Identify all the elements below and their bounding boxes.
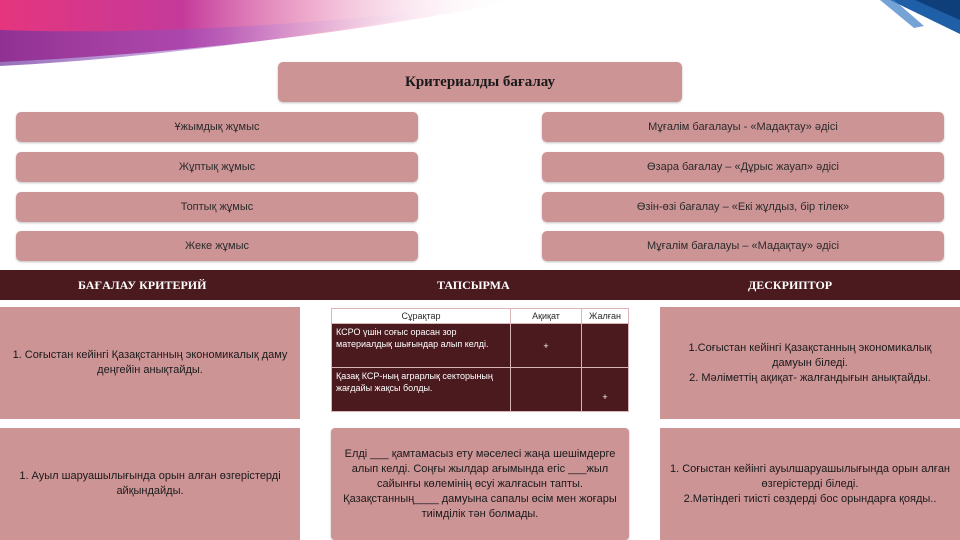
- table-header-true: Ақиқат: [511, 309, 582, 324]
- descriptor-2-line1: 1. Соғыстан кейінгі ауылшаруашылығында орын алған өзгерістерді біледі.: [670, 462, 951, 490]
- criterion-2: [0, 428, 300, 540]
- descriptor-2-line2: 2.Мәтіндегі тиісті сөздерді бос орындарға қояды..: [683, 492, 937, 505]
- right-item-self-assessment: Өзін-өзі бағалау – «Екі жұлдыз, бір тілек»: [542, 192, 944, 222]
- fill-in-task-text: Елді ___ қамтамасыз ету мәселесі жаңа шешімдерге алып келді. Соңғы жылдар ағымында егіс ___жыл сайынғы көлемінің өсуі жалғасын тапты. Қазақстанның____ дамуына сапалы өсім мен жоғары тиімділік тән болмады.: [343, 447, 617, 520]
- table-question: КСРО үшін соғыс орасан зор материалдық шығындар алып келді.: [332, 324, 511, 368]
- column-header-descriptor: ДЕСКРИПТОР: [748, 278, 833, 292]
- column-header-criteria: БАҒАЛАУ КРИТЕРИЙ: [78, 278, 207, 292]
- table-question: Қазақ КСР-ның аграрлық секторының жағдайы жақсы болды.: [332, 368, 511, 412]
- descriptor-1-line2: 2. Мәліметтің ақиқат- жалғандығын анықтайды.: [689, 371, 931, 384]
- table-true-cell[interactable]: +: [511, 324, 582, 368]
- table-header-questions: Сұрақтар: [332, 309, 511, 324]
- left-item-collective-work: Ұжымдық жұмыс: [16, 112, 418, 142]
- table-false-cell[interactable]: [582, 324, 629, 368]
- right-item-teacher-assessment: Мұғалім бағалауы - «Мадақтау» әдісі: [542, 112, 944, 142]
- left-item-individual-work: Жеке жұмыс: [16, 231, 418, 261]
- true-false-table: [331, 308, 629, 412]
- decorative-corner-arrows: [880, 0, 960, 60]
- page-title: Критериалды бағалау: [278, 62, 682, 102]
- table-false-cell[interactable]: +: [582, 368, 629, 412]
- decorative-swoosh: [0, 0, 960, 70]
- descriptor-1-line1: 1.Соғыстан кейінгі Қазақстанның экономикалық дамуын біледі.: [688, 341, 932, 369]
- criterion-1-text: 1. Соғыстан кейінгі Қазақстанның экономикалық даму деңгейін анықтайды.: [12, 349, 288, 376]
- descriptor-1: [660, 307, 960, 419]
- table-header-false: Жалған: [582, 309, 629, 324]
- fill-in-task: [331, 428, 629, 540]
- criterion-1: [0, 307, 300, 419]
- table-true-cell[interactable]: [511, 368, 582, 412]
- column-header-task: ТАПСЫРМА: [437, 278, 510, 292]
- left-item-group-work: Топтық жұмыс: [16, 192, 418, 222]
- left-item-pair-work: Жұптық жұмыс: [16, 152, 418, 182]
- right-item-teacher-assessment-2: Мұғалім бағалауы – «Мадақтау» әдісі: [542, 231, 944, 261]
- criterion-2-text: 1. Ауыл шаруашылығында орын алған өзгерістерді айқындайды.: [19, 470, 281, 497]
- header-band: [0, 270, 960, 300]
- descriptor-2: [660, 428, 960, 540]
- right-item-peer-assessment: Өзара бағалау – «Дұрыс жауап» әдісі: [542, 152, 944, 182]
